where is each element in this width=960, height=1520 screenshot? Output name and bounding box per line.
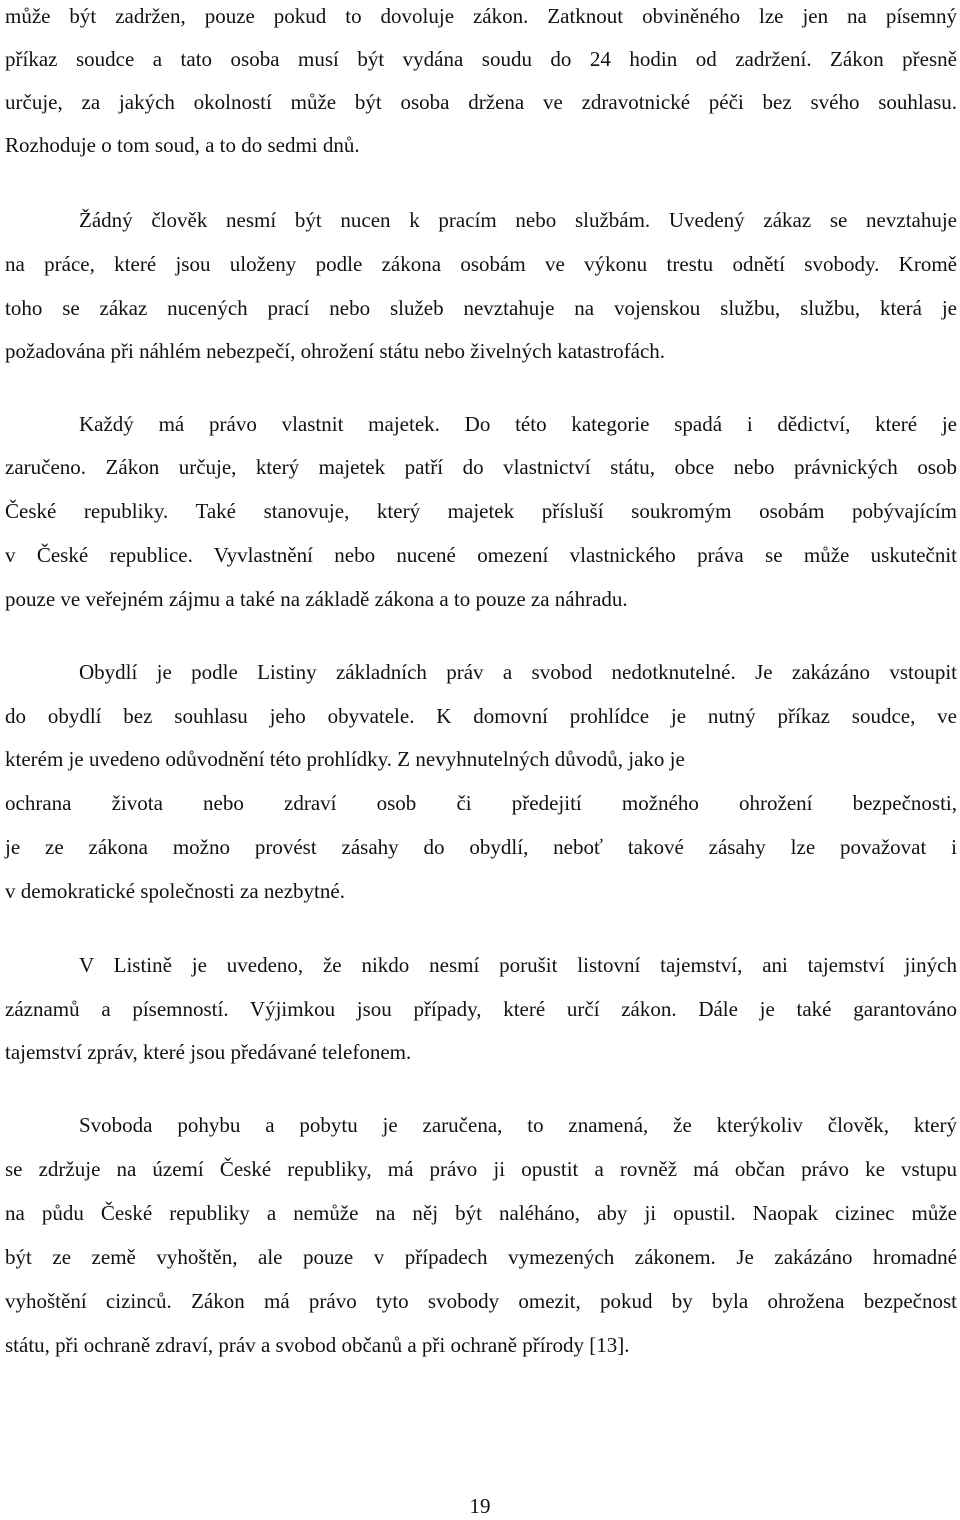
paragraph-2-line-1: Žádný člověk nesmí být nucen k pracím nebo službám. Uvedený zákaz se nevztahuje	[79, 208, 957, 232]
page-number: 19	[469, 1494, 491, 1518]
paragraph-4-line-5: je ze zákona možno provést zásahy do obydlí, neboť takové zásahy lze považovat i	[5, 835, 957, 859]
paragraph-3-line-4: v České republice. Vyvlastnění nebo nucené omezení vlastnického práva se může uskutečnit	[5, 543, 957, 567]
paragraph-5-line-3: tajemství zpráv, které jsou předávané telefonem.	[5, 1040, 412, 1064]
paragraph-6-line-6: státu, při ochraně zdraví, práv a svobod občanů a při ochraně přírody [13].	[5, 1333, 630, 1357]
paragraph-1-line-2: příkaz soudce a tato osoba musí být vydána soudu do 24 hodin od zadržení. Zákon přesně	[5, 47, 957, 71]
paragraph-6-line-5: vyhoštění cizinců. Zákon má právo tyto svobody omezit, pokud by byla ohrožena bezpečnost	[5, 1289, 957, 1313]
paragraph-2-line-2: na práce, které jsou uloženy podle zákona osobám ve výkonu trestu odnětí svobody. Kromě	[5, 252, 957, 276]
paragraph-1-line-3: určuje, za jakých okolností může být osoba držena ve zdravotnické péči bez svého souhlasu.	[5, 90, 957, 114]
paragraph-4-line-4: ochrana života nebo zdraví osob či předejití možného ohrožení bezpečnosti,	[5, 791, 957, 815]
paragraph-3-line-3: České republiky. Také stanovuje, který majetek přísluší soukromým osobám pobývajícím	[5, 499, 957, 523]
paragraph-2-line-4: požadována při náhlém nebezpečí, ohrožení státu nebo živelných katastrofách.	[5, 339, 666, 363]
paragraph-6-line-1: Svoboda pohybu a pobytu je zaručena, to znamená, že kterýkoliv člověk, který	[79, 1113, 957, 1137]
paragraph-1-line-1: může být zadržen, pouze pokud to dovoluje zákon. Zatknout obviněného lze jen na písemný	[5, 4, 957, 28]
paragraph-3-line-2: zaručeno. Zákon určuje, který majetek patří do vlastnictví státu, obce nebo právnických osob	[5, 455, 957, 479]
paragraph-4-line-1: Obydlí je podle Listiny základních práv a svobod nedotknutelné. Je zakázáno vstoupit	[79, 660, 957, 684]
paragraph-5-line-1: V Listině je uvedeno, že nikdo nesmí porušit listovní tajemství, ani tajemství jiných	[79, 953, 957, 977]
paragraph-6-line-3: na půdu České republiky a nemůže na něj být naléháno, aby ji opustil. Naopak cizinec může	[5, 1201, 957, 1225]
paragraph-6-line-4: být ze země vyhoštěn, ale pouze v případech vymezených zákonem. Je zakázáno hromadné	[5, 1245, 957, 1269]
paragraph-3-line-1: Každý má právo vlastnit majetek. Do této kategorie spadá i dědictví, které je	[79, 412, 957, 436]
paragraph-4-line-3: kterém je uvedeno odůvodnění této prohlídky. Z nevyhnutelných důvodů, jako je	[5, 747, 685, 771]
paragraph-1-line-4: Rozhoduje o tom soud, a to do sedmi dnů.	[5, 133, 360, 157]
paragraph-2-line-3: toho se zákaz nucených prací nebo služeb nevztahuje na vojenskou službu, službu, která je	[5, 296, 957, 320]
paragraph-3-line-5: pouze ve veřejném zájmu a také na základě zákona a to pouze za náhradu.	[5, 587, 628, 611]
paragraph-5-line-2: záznamů a písemností. Výjimkou jsou případy, které určí zákon. Dále je také garantováno	[5, 997, 957, 1021]
paragraph-4-line-6: v demokratické společnosti za nezbytné.	[5, 879, 345, 903]
paragraph-4-line-2: do obydlí bez souhlasu jeho obyvatele. K domovní prohlídce je nutný příkaz soudce, ve	[5, 704, 957, 728]
paragraph-6-line-2: se zdržuje na území České republiky, má právo ji opustit a rovněž má občan právo ke vstupu	[5, 1157, 957, 1181]
